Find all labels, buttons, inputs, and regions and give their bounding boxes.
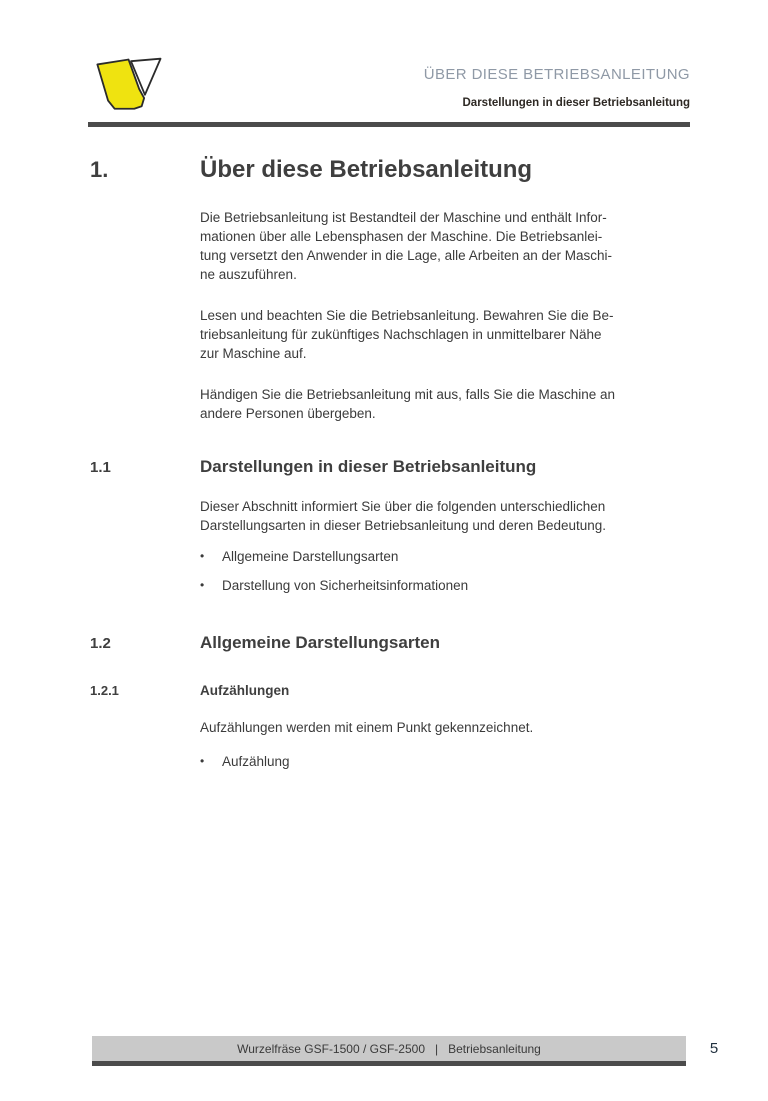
document-content [90, 156, 690, 771]
text-line: zur Maschine auf. [200, 346, 307, 361]
footer-product-name: Wurzelfräse GSF-1500 / GSF-2500 [237, 1041, 425, 1056]
list-item-label: Aufzählung [222, 754, 290, 769]
text-line: Dieser Abschnitt informiert Sie über die folgenden unterschiedlichen [200, 499, 606, 514]
bullet-icon: • [200, 578, 205, 592]
section-title: Darstellungen in dieser Betriebsanleitung [200, 457, 537, 476]
footer-doc-type: Betriebsanleitung [448, 1041, 541, 1056]
page-header [90, 56, 690, 118]
section-title: Aufzählungen [200, 683, 290, 698]
list-item [200, 576, 690, 595]
paragraph-block [90, 477, 690, 595]
text-line: Die Betriebsanleitung ist Bestandteil der Maschine und enthält Infor- [200, 210, 607, 225]
paragraph [200, 208, 690, 284]
text-line: Aufzählungen werden mit einem Punkt gekennzeichnet. [200, 720, 534, 735]
text-line: ne auszuführen. [200, 267, 297, 282]
header-titles [424, 56, 690, 109]
text-line: Händigen Sie die Betriebsanleitung mit aus, falls Sie die Maschine an [200, 387, 615, 402]
paragraph [200, 385, 690, 423]
section-title: Allgemeine Darstellungsarten [200, 633, 440, 652]
footer-bar [92, 1036, 686, 1066]
footer-text [237, 1042, 541, 1056]
list-item [200, 547, 690, 566]
paragraph [200, 718, 690, 737]
bullet-list [200, 547, 690, 595]
section-number: 1.1 [90, 459, 111, 476]
bullet-icon: • [200, 549, 205, 563]
list-item-label: Darstellung von Sicherheitsinformationen [222, 578, 469, 593]
section-heading-1-1 [90, 457, 690, 477]
section-title: Über diese Betriebsanleitung [200, 156, 533, 183]
header-section-subtitle: Darstellungen in dieser Betriebsanleitung [462, 97, 690, 109]
paragraph-block [90, 208, 690, 423]
section-heading-1-2 [90, 633, 690, 653]
text-line: tung versetzt den Anwender in die Lage, alle Arbeiten an der Maschi- [200, 248, 613, 263]
list-item [200, 752, 690, 771]
section-heading-1-2-1 [90, 683, 690, 698]
footer-separator: | [435, 1041, 439, 1056]
header-divider-rule [88, 122, 690, 127]
brand-v-logo-icon [90, 56, 172, 118]
text-line: Lesen und beachten Sie die Betriebsanleitung. Bewahren Sie die Be- [200, 308, 614, 323]
page-number: 5 [709, 1040, 719, 1057]
header-chapter-title: ÜBER DIESE BETRIEBSANLEITUNG [423, 66, 690, 83]
paragraph [200, 497, 690, 535]
text-line: triebsanleitung für zukünftiges Nachschlagen in unmittelbarer Nähe [200, 327, 602, 342]
section-number: 1.2 [90, 635, 111, 652]
text-line: Darstellungsarten in dieser Betriebsanleitung und deren Bedeutung. [200, 518, 607, 533]
paragraph [200, 306, 690, 363]
list-item-label: Allgemeine Darstellungsarten [222, 549, 399, 564]
section-number: 1. [90, 157, 109, 182]
section-heading-1 [90, 156, 690, 184]
bullet-list [200, 752, 690, 771]
paragraph-block [90, 698, 690, 771]
text-line: mationen über alle Lebensphasen der Maschine. Die Betriebsanlei- [200, 229, 603, 244]
text-line: andere Personen übergeben. [200, 406, 376, 421]
section-number: 1.2.1 [90, 683, 119, 698]
bullet-icon: • [200, 754, 205, 768]
